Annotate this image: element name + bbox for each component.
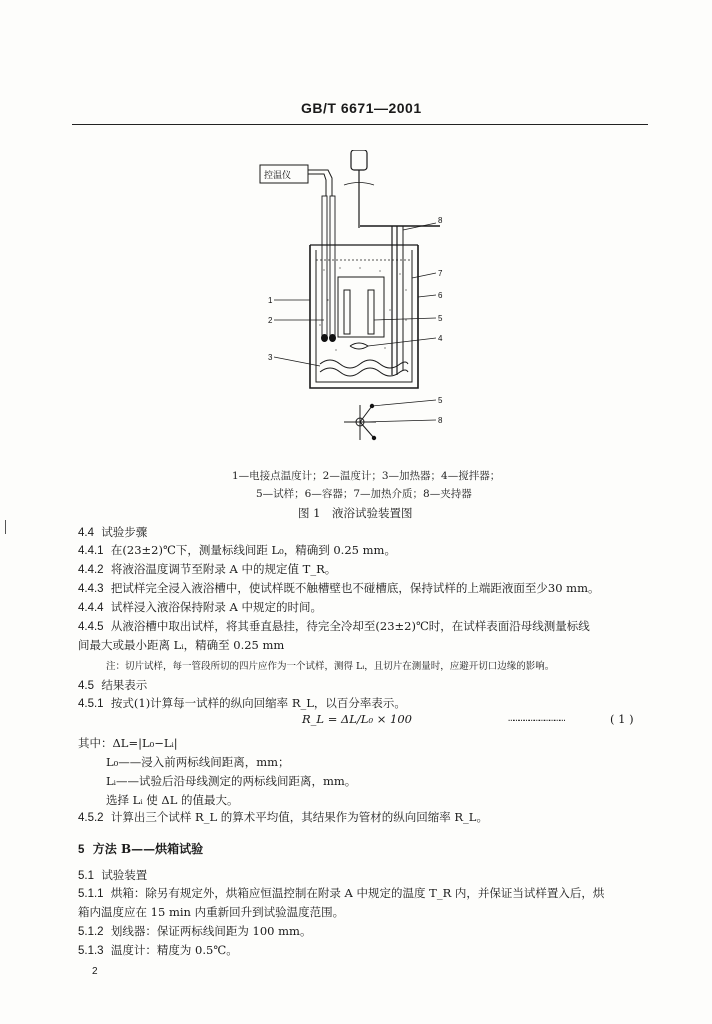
standard-number: GB/T 6671—2001 (301, 100, 422, 116)
clause-4-5-1 (78, 696, 406, 711)
where-l0: L₀——浸入前两标线间距离，mm； (106, 755, 290, 769)
header-rule (72, 124, 648, 125)
clause-4-4-3 (78, 581, 599, 596)
callout-6: 6 (438, 291, 443, 300)
callout-8-detail: 8 (438, 416, 443, 425)
callout-3: 3 (268, 353, 273, 362)
callout-2: 2 (268, 316, 273, 325)
callout-4: 4 (438, 334, 443, 343)
figure-legend-line2: 5—试样；6—容器；7—加热介质；8—夹持器 (256, 488, 472, 500)
callout-1: 1 (268, 296, 273, 305)
heater-coil (320, 360, 408, 368)
sample-holder (338, 277, 384, 337)
clause-text: 试样浸入液浴保持附录 A 中规定的时间。 (110, 600, 323, 614)
clause-5-1-1 (78, 886, 604, 901)
figure-legend-line1: 1—电接点温度计；2—温度计；3—加热器；4—搅拌器； (232, 470, 501, 482)
where-choose: 选择 Lᵢ 使 ΔL 的值最大。 (106, 793, 239, 807)
clause-5-1-3 (78, 943, 238, 958)
contact-thermometer (322, 196, 327, 336)
margin-mark (5, 520, 6, 534)
controller-label: 控温仪 (264, 170, 292, 180)
stirrer-paddle (350, 343, 368, 349)
clause-4-5-2 (78, 810, 488, 825)
clause-4-4-1 (78, 543, 396, 558)
clause-text: 把试样完全浸入液浴槽中，使试样既不触槽壁也不碰槽底，保持试样的上端距液面至少30 mm。 (110, 581, 600, 595)
section-number: 5.1 (78, 870, 94, 882)
clause-text: 在(23±2)℃下，测量标线间距 L₀，精确到 0.25 mm。 (110, 543, 396, 557)
clause-number: 4.4.2 (78, 564, 104, 576)
clause-text: 计算出三个试样 R_L 的算术平均值，其结果作为管材的纵向回缩率 R_L。 (110, 810, 488, 824)
clause-5-1-2 (78, 924, 311, 939)
clause-number: 4.5.2 (78, 812, 104, 824)
section-number: 4.4 (78, 527, 94, 539)
section-4-4 (78, 525, 147, 540)
callout-5: 5 (438, 314, 443, 323)
clause-text: 从液浴槽中取出试样，将其垂直悬挂，待完全冷却至(23±2)℃时，在试样表面沿母线测量标线 (110, 619, 590, 633)
callout-8-top: 8 (438, 216, 443, 225)
clause-text: 烘箱：除另有规定外，烘箱应恒温控制在附录 A 中规定的温度 T_R 内，并保证当试样置入后，烘 (110, 886, 605, 900)
where-intro: 其中：ΔL=|L₀−Lᵢ| (78, 736, 178, 750)
thermometer (330, 196, 335, 336)
where-li: Lᵢ——试验后沿母线测定的两标线间距离，mm。 (106, 774, 357, 788)
clause-text: 按式(1)计算每一试样的纵向回缩率 R_L，以百分率表示。 (110, 696, 406, 710)
specimen-right (368, 290, 374, 334)
section-title: 试验装置 (101, 868, 148, 882)
figure-caption: 图 1 液浴试验装置图 (298, 506, 413, 520)
clause-5-1-1-cont: 箱内温度应在 15 min 内重新回升到试验温度范围。 (78, 905, 345, 919)
section-number: 4.5 (78, 680, 94, 692)
clause-4-4-5 (78, 619, 590, 634)
callout-5-detail: 5 (438, 396, 443, 405)
clause-text: 划线器：保证两标线间距为 100 mm。 (110, 924, 312, 938)
clause-text: 将液浴温度调节至附录 A 中的规定值 T_R。 (110, 562, 337, 576)
clause-number: 5.1.2 (78, 926, 104, 938)
clause-number: 4.4.1 (78, 545, 104, 557)
clause-number: 4.4.5 (78, 621, 104, 633)
equation-leader: …………………………… (508, 713, 565, 725)
formula-1: R_L = ΔL/L₀ × 100 (302, 712, 412, 726)
clause-text: 温度计：精度为 0.5℃。 (110, 943, 238, 957)
clause-4-4-2 (78, 562, 336, 577)
section-5-1 (78, 868, 147, 883)
section-4-5 (78, 678, 147, 693)
equation-number: ( 1 ) (610, 712, 634, 726)
section-title: 方法 B——烘箱试验 (92, 842, 204, 856)
clause-number: 4.5.1 (78, 698, 104, 710)
stirrer-motor (351, 150, 367, 170)
clause-number: 5.1.3 (78, 945, 104, 957)
section-5 (78, 840, 203, 857)
clause-4-4-4 (78, 600, 322, 615)
section-title: 试验步骤 (101, 525, 148, 539)
section-title: 结果表示 (101, 678, 148, 692)
outer-container (310, 245, 418, 388)
specimen-left (344, 290, 350, 334)
section-number: 5 (78, 844, 85, 856)
apparatus-diagram (240, 150, 480, 450)
callout-7: 7 (438, 269, 443, 278)
note: 注：切片试样，每一管段所切的四片应作为一个试样，测得 Lᵢ，且切片在测量时，应避开切口边缘的影响。 (106, 661, 555, 672)
clause-number: 5.1.1 (78, 888, 104, 900)
clause-number: 4.4.4 (78, 602, 104, 614)
page-number: 2 (92, 966, 98, 977)
clause-4-4-5-cont: 间最大或最小距离 Lᵢ，精确至 0.25 mm (78, 638, 285, 652)
clause-number: 4.4.3 (78, 583, 104, 595)
